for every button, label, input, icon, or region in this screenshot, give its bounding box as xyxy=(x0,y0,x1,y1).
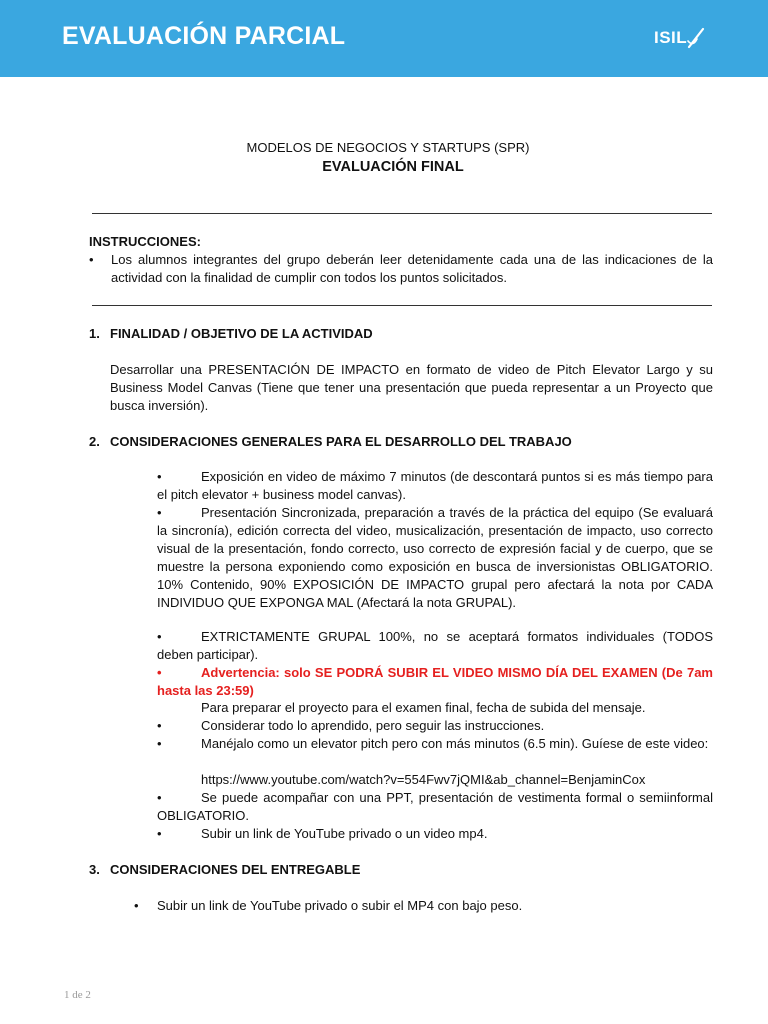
item-manejalo: Manéjalo como un elevator pitch pero con más minutos (6.5 min). Guíese de este video: xyxy=(201,736,709,751)
instructions-text: Los alumnos integrantes del grupo deberán leer detenidamente cada una de las indicaciones de la actividad con la finalidad de cumplir con todos los puntos solicitados. xyxy=(111,252,713,285)
section3-bullet: Subir un link de YouTube privado o subir el MP4 con bajo peso. xyxy=(157,898,523,913)
bullet-icon: • xyxy=(157,736,162,751)
header-bar xyxy=(0,0,768,77)
bullet-icon: • xyxy=(157,469,162,484)
section1-body: Desarrollar una PRESENTACIÓN DE IMPACTO en formato de video de Pitch Elevator Largo y su Business Model Canvas (Tiene que tener una presentación que pueda representar a un Proyecto que busca inversión). xyxy=(110,362,713,413)
isil-logo xyxy=(654,27,705,49)
section1-number: 1. xyxy=(89,326,100,341)
item-presentacion: Presentación Sincronizada, preparación a través de la práctica del equipo (Se evaluará la sincronía), edición correcta del video, musicalización, presentación de impacto, uso correcto visual de la presentación, fondo correcto, uso correcto de expresión facial y de cuerpo, que se muestre la persona exponiendo como exposición en busca de inversionistas OBLIGATORIO. 10% Contenido, 90% EXPOSICIÓN DE IMPACTO grupal pero afectará la nota por CADA INDIVIDUO QUE EXPONGA MAL (Afectará la nota GRUPAL). xyxy=(157,505,713,610)
section1-heading: FINALIDAD / OBJETIVO DE LA ACTIVIDAD xyxy=(110,326,373,341)
item-subir: Subir un link de YouTube privado o un video mp4. xyxy=(201,826,488,841)
bullet-icon: • xyxy=(157,629,162,644)
header-title: EVALUACIÓN PARCIAL xyxy=(62,22,346,50)
section3-number: 3. xyxy=(89,862,100,877)
bullet-icon: • xyxy=(89,252,94,267)
advertencia-note: Para preparar el proyecto para el examen final, fecha de subida del mensaje. xyxy=(201,700,646,715)
item-ppt: Se puede acompañar con una PPT, presentación de vestimenta formal o semiinformal OBLIGATORIO. xyxy=(157,790,713,823)
bullet-icon: • xyxy=(157,665,162,680)
bullet-icon: • xyxy=(134,898,139,913)
instructions-heading: INSTRUCCIONES: xyxy=(89,234,201,249)
youtube-link[interactable]: https://www.youtube.com/watch?v=554Fwv7jQMI&ab_channel=BenjaminCox xyxy=(201,772,646,787)
item-advertencia: Advertencia: solo SE PODRÁ SUBIR EL VIDEO MISMO DÍA DEL EXAMEN (De 7am hasta las 23:59) xyxy=(157,665,713,698)
bullet-icon: • xyxy=(157,790,162,805)
page-indicator: 1 de 2 xyxy=(64,989,91,1001)
item-extrictamente: EXTRICTAMENTE GRUPAL 100%, no se aceptará formatos individuales (TODOS deben participar). xyxy=(157,629,713,662)
logo-slash-icon xyxy=(687,27,705,49)
bullet-icon: • xyxy=(157,505,162,520)
item-considerar: Considerar todo lo aprendido, pero seguir las instrucciones. xyxy=(201,718,545,733)
bullet-icon: • xyxy=(157,718,162,733)
item-exposicion: Exposición en video de máximo 7 minutos (de descontará puntos si es más tiempo para el pitch elevator + business model canvas). xyxy=(157,469,713,502)
logo-text: ISIL xyxy=(654,28,688,47)
course-name: MODELOS DE NEGOCIOS Y STARTUPS (SPR) xyxy=(246,140,530,155)
exam-title: EVALUACIÓN FINAL xyxy=(322,159,464,175)
section2-number: 2. xyxy=(89,434,100,449)
divider-middle xyxy=(92,305,712,306)
section3-heading: CONSIDERACIONES DEL ENTREGABLE xyxy=(110,862,361,877)
section2-heading: CONSIDERACIONES GENERALES PARA EL DESARROLLO DEL TRABAJO xyxy=(110,434,572,449)
bullet-icon: • xyxy=(157,826,162,841)
divider-top xyxy=(92,213,712,214)
